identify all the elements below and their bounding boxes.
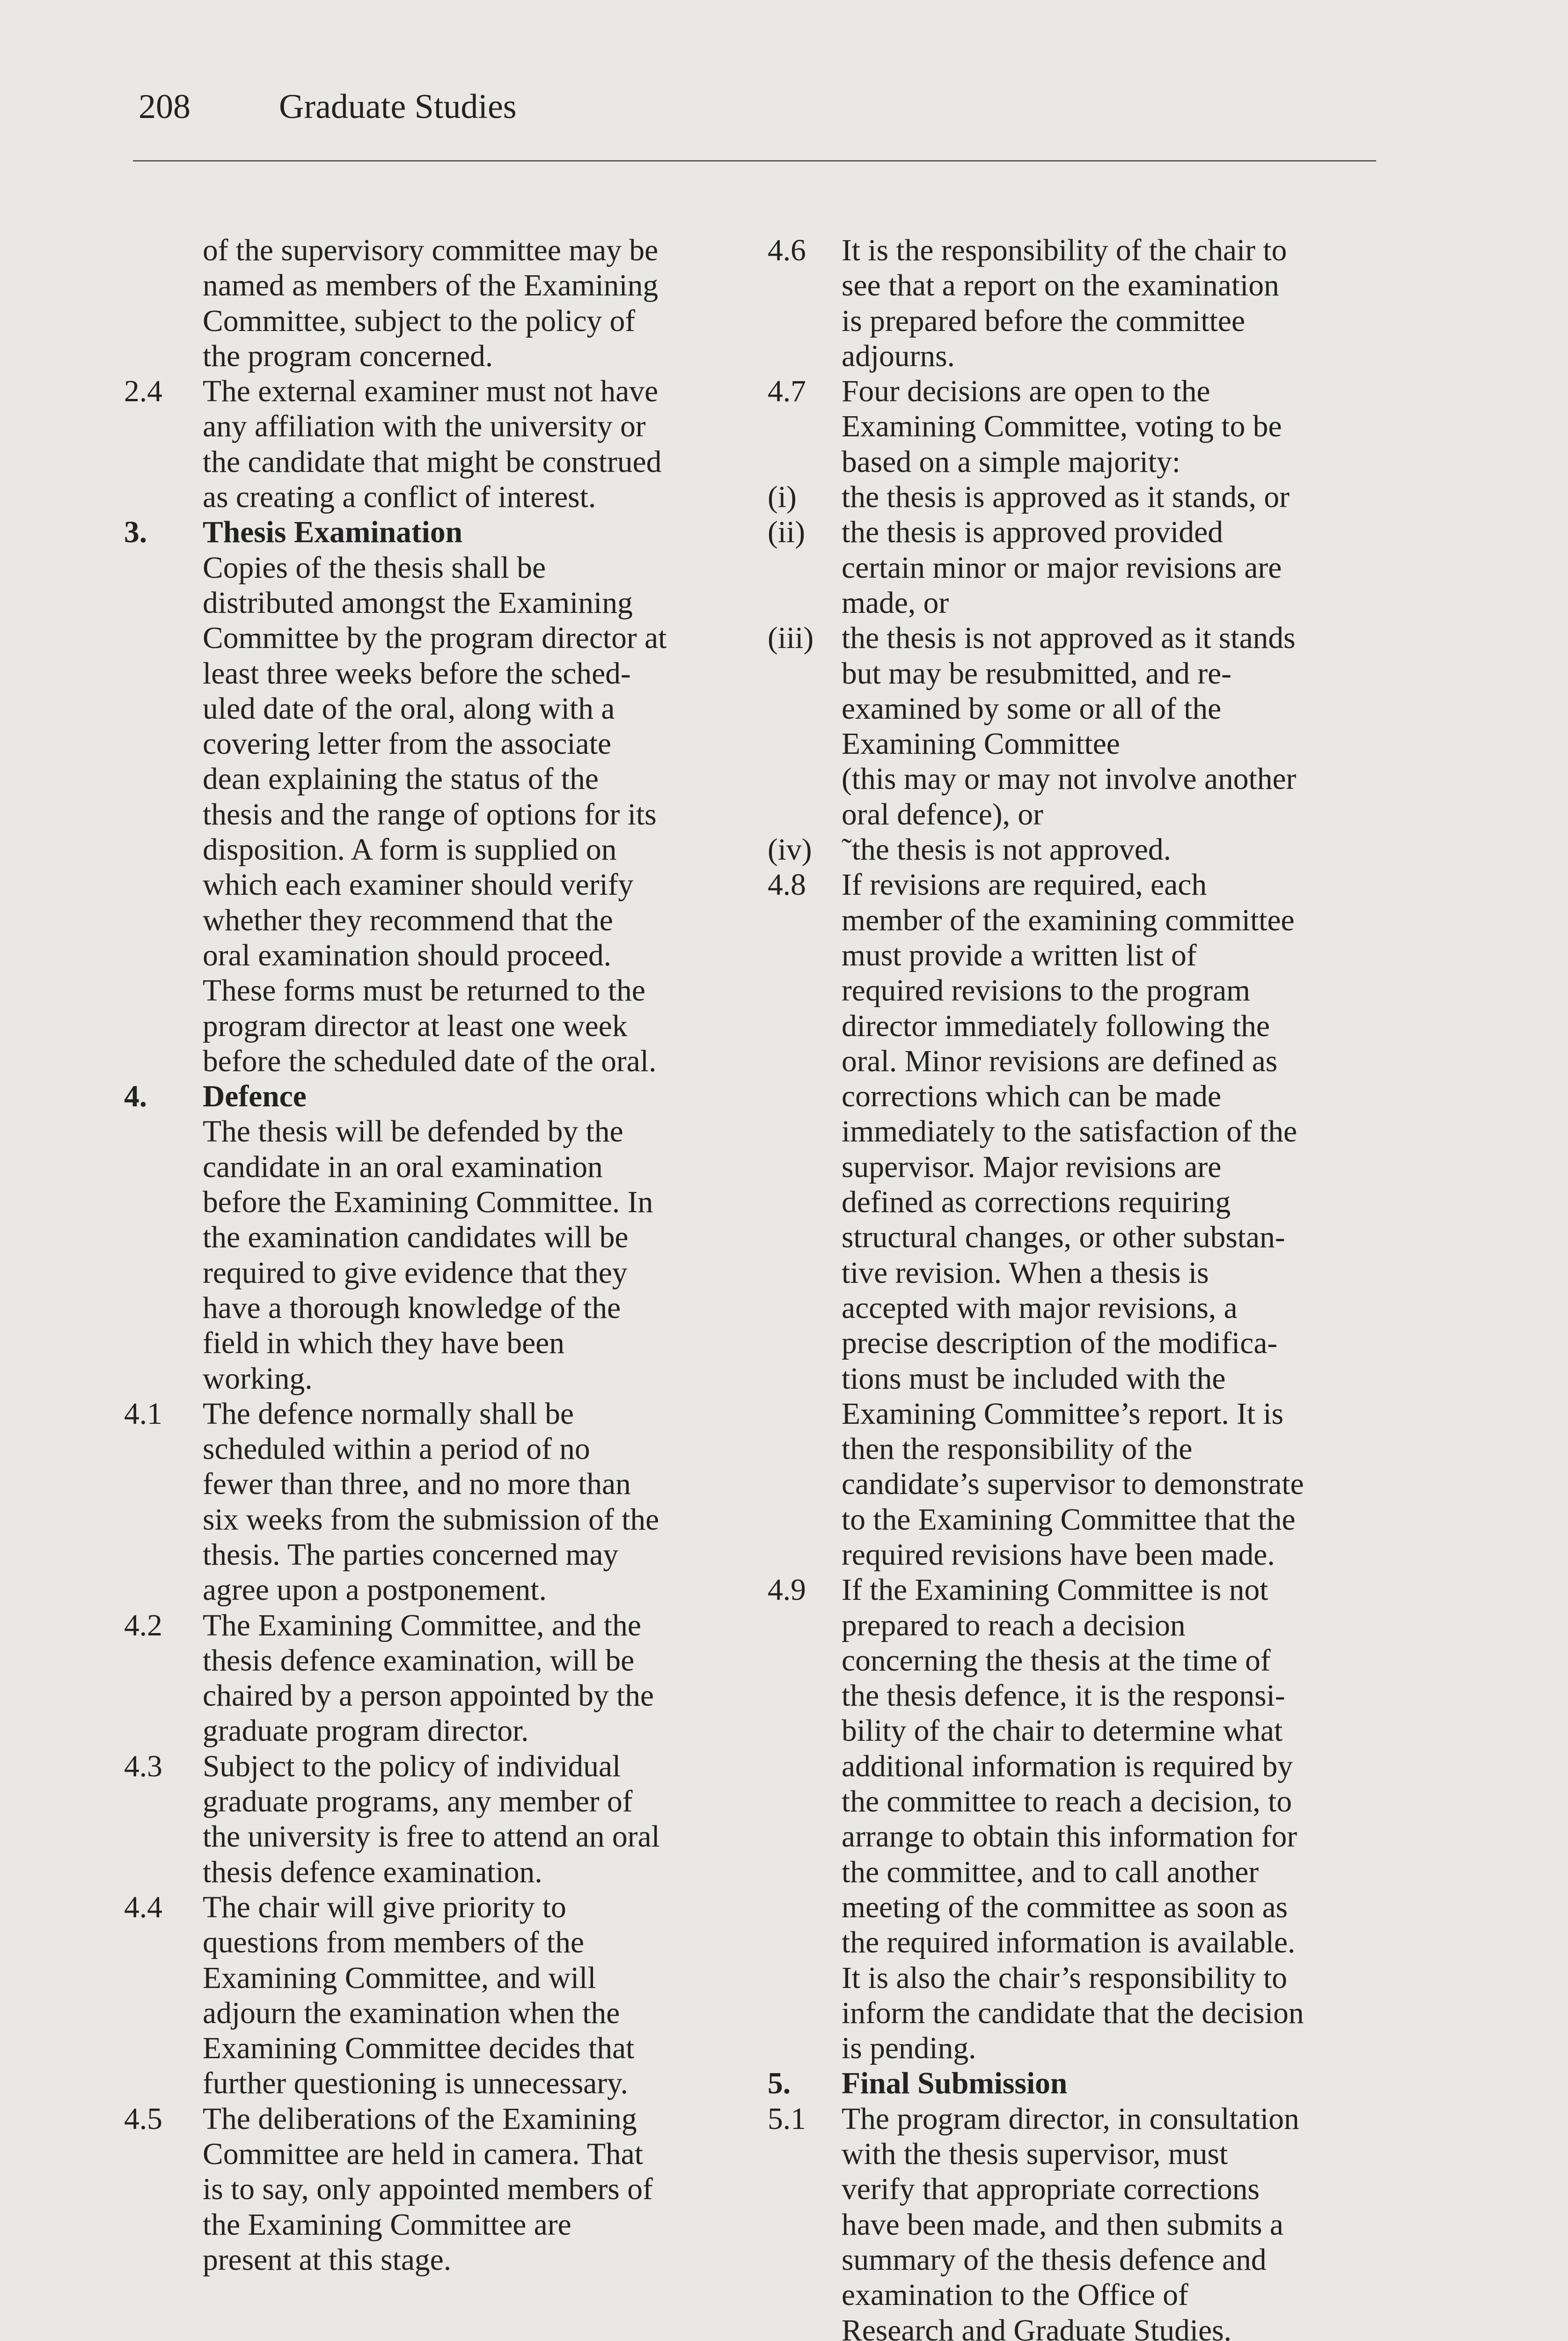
text-line: which each examiner should verify bbox=[203, 868, 634, 902]
section-number: 4.4 bbox=[124, 1890, 162, 1924]
text-line: the committee to reach a decision, to bbox=[842, 1785, 1292, 1819]
text-line: Committee, subject to the policy of bbox=[203, 304, 636, 338]
text-line: adjourns. bbox=[842, 339, 955, 373]
section-item bbox=[768, 2102, 1385, 2341]
text-line: the candidate that might be construed bbox=[203, 445, 662, 479]
text-line: thesis defence examination. bbox=[203, 1855, 542, 1889]
section-heading: Thesis Examination bbox=[203, 515, 463, 550]
text-line: Examining Committee, voting to be bbox=[842, 410, 1282, 444]
text-line: further questioning is unnecessary. bbox=[203, 2067, 628, 2101]
text-line: candidate’s supervisor to demonstrate bbox=[842, 1467, 1304, 1502]
text-line: If revisions are required, each bbox=[842, 868, 1207, 902]
section-item bbox=[768, 480, 1385, 515]
section-body bbox=[842, 621, 1385, 832]
text-line: covering letter from the associate bbox=[203, 727, 611, 761]
section-number: 4.7 bbox=[768, 375, 806, 409]
section-number: 4.8 bbox=[768, 868, 806, 902]
text-line: prepared to reach a decision bbox=[842, 1608, 1186, 1642]
text-line: have a thorough knowledge of the bbox=[203, 1291, 621, 1325]
section-item bbox=[124, 1397, 737, 1608]
text-line: concerning the thesis at the time of bbox=[842, 1643, 1271, 1678]
text-line: Four decisions are open to the bbox=[842, 375, 1210, 409]
text-line: fewer than three, and no more than bbox=[203, 1467, 631, 1502]
running-title: Graduate Studies bbox=[279, 88, 517, 126]
text-line: the required information is available. bbox=[842, 1926, 1296, 1960]
section-body bbox=[842, 515, 1385, 621]
text-line: six weeks from the submission of the bbox=[203, 1502, 659, 1537]
text-line: is pending. bbox=[842, 2032, 976, 2066]
section-number: 3. bbox=[124, 515, 147, 550]
text-line: have been made, and then submits a bbox=[842, 2208, 1283, 2242]
text-line: (this may or may not involve another bbox=[842, 762, 1297, 796]
text-line: the examination candidates will be bbox=[203, 1221, 629, 1255]
text-line: precise description of the modifica- bbox=[842, 1326, 1278, 1361]
text-line: immediately to the satisfaction of the bbox=[842, 1115, 1297, 1149]
text-line: The Examining Committee, and the bbox=[203, 1608, 641, 1642]
text-line: graduate program director. bbox=[203, 1714, 529, 1748]
section-item bbox=[124, 1608, 737, 1749]
text-line: is to say, only appointed members of bbox=[203, 2172, 653, 2207]
text-line: scheduled within a period of no bbox=[203, 1432, 590, 1466]
text-line: Committee by the program director at bbox=[203, 621, 667, 655]
text-line: It is also the chair’s responsibility to bbox=[842, 1961, 1288, 1995]
text-line: thesis and the range of options for its bbox=[203, 797, 657, 832]
section-number: 4. bbox=[124, 1080, 147, 1114]
text-line: supervisor. Major revisions are bbox=[842, 1150, 1222, 1184]
text-line: The thesis will be defended by the bbox=[203, 1115, 623, 1149]
text-line: before the scheduled date of the oral. bbox=[203, 1044, 657, 1078]
section-number: 2.4 bbox=[124, 375, 162, 409]
text-line: structural changes, or other substan- bbox=[842, 1221, 1285, 1255]
section-body bbox=[203, 515, 737, 1079]
section-number: (iv) bbox=[768, 833, 812, 867]
section-item bbox=[768, 233, 1385, 374]
text-line: meeting of the committee as soon as bbox=[842, 1890, 1288, 1924]
text-line: chaired by a person appointed by the bbox=[203, 1679, 654, 1713]
section-number: (iii) bbox=[768, 621, 814, 655]
page-number: 208 bbox=[139, 88, 191, 126]
text-line: member of the examining committee bbox=[842, 903, 1295, 937]
section-item bbox=[768, 868, 1385, 1573]
section-number: (i) bbox=[768, 480, 797, 515]
section-body bbox=[842, 832, 1385, 868]
text-line: dean explaining the status of the bbox=[203, 762, 599, 796]
text-line: disposition. A form is supplied on bbox=[203, 833, 617, 867]
text-line: program director at least one week bbox=[203, 1009, 628, 1043]
section-number: 4.9 bbox=[768, 1573, 806, 1607]
text-line: the thesis is approved provided bbox=[842, 515, 1223, 550]
text-line: required revisions have been made. bbox=[842, 1538, 1275, 1572]
text-line: corrections which can be made bbox=[842, 1080, 1222, 1114]
text-line: the program concerned. bbox=[203, 339, 493, 373]
text-line: is prepared before the committee bbox=[842, 304, 1246, 338]
text-line: tions must be included with the bbox=[842, 1362, 1226, 1396]
section-item bbox=[124, 374, 737, 515]
text-line: defined as corrections requiring bbox=[842, 1185, 1231, 1220]
text-line: based on a simple majority: bbox=[842, 445, 1180, 479]
section-body bbox=[203, 1749, 737, 1890]
section-item bbox=[124, 1079, 737, 1397]
text-line: verify that appropriate corrections bbox=[842, 2172, 1260, 2207]
section-item bbox=[768, 2066, 1385, 2101]
section-number: 5.1 bbox=[768, 2102, 806, 2136]
section-heading: Defence bbox=[203, 1080, 307, 1114]
text-line: The deliberations of the Examining bbox=[203, 2102, 637, 2136]
section-body bbox=[842, 374, 1385, 480]
page-header bbox=[139, 83, 1374, 135]
text-line: with the thesis supervisor, must bbox=[842, 2137, 1228, 2172]
text-line: the university is free to attend an oral bbox=[203, 1820, 660, 1854]
text-line: present at this stage. bbox=[203, 2243, 452, 2277]
text-line: ˜the thesis is not approved. bbox=[842, 833, 1171, 867]
text-line: field in which they have been bbox=[203, 1326, 564, 1361]
text-line: The program director, in consultation bbox=[842, 2102, 1299, 2136]
text-line: director immediately following the bbox=[842, 1009, 1270, 1043]
text-line: to the Examining Committee that the bbox=[842, 1502, 1296, 1537]
section-number: (ii) bbox=[768, 515, 806, 550]
section-item bbox=[768, 621, 1385, 832]
section-body bbox=[842, 1573, 1385, 2066]
text-line: additional information is required by bbox=[842, 1749, 1293, 1783]
section-item bbox=[124, 233, 737, 374]
section-body bbox=[842, 2102, 1385, 2341]
text-line: required to give evidence that they bbox=[203, 1256, 628, 1290]
text-line: as creating a conflict of interest. bbox=[203, 480, 596, 515]
text-line: must provide a written list of bbox=[842, 938, 1197, 972]
text-line: the thesis is approved as it stands, or bbox=[842, 480, 1290, 515]
text-line: any affiliation with the university or bbox=[203, 410, 646, 444]
section-number: 4.3 bbox=[124, 1749, 162, 1783]
text-line: distributed amongst the Examining bbox=[203, 586, 633, 620]
text-line: summary of the thesis defence and bbox=[842, 2243, 1267, 2277]
text-line: The external examiner must not have bbox=[203, 375, 659, 409]
section-body bbox=[842, 233, 1385, 374]
section-item bbox=[124, 515, 737, 1079]
text-line: examination to the Office of bbox=[842, 2278, 1188, 2312]
text-line: the Examining Committee are bbox=[203, 2208, 572, 2242]
text-line: of the supervisory committee may be bbox=[203, 234, 659, 267]
text-line: the committee, and to call another bbox=[842, 1855, 1259, 1889]
section-number: 4.5 bbox=[124, 2102, 162, 2136]
text-line: agree upon a postponement. bbox=[203, 1573, 547, 1607]
section-item bbox=[768, 515, 1385, 621]
text-line: named as members of the Examining bbox=[203, 269, 659, 303]
section-body bbox=[203, 1890, 737, 2102]
text-line: tive revision. When a thesis is bbox=[842, 1256, 1209, 1290]
text-line: inform the candidate that the decision bbox=[842, 1996, 1304, 2030]
text-line: least three weeks before the sched- bbox=[203, 656, 631, 691]
text-line: working. bbox=[203, 1362, 313, 1396]
text-line: Examining Committee bbox=[842, 727, 1120, 761]
section-heading: Final Submission bbox=[842, 2067, 1068, 2101]
text-line: whether they recommend that the bbox=[203, 903, 613, 937]
section-body bbox=[203, 1397, 737, 1608]
section-item bbox=[768, 1573, 1385, 2066]
text-line: oral. Minor revisions are defined as bbox=[842, 1044, 1278, 1078]
text-line: Examining Committee, and will bbox=[203, 1961, 596, 1995]
text-line: If the Examining Committee is not bbox=[842, 1573, 1268, 1607]
section-number: 5. bbox=[768, 2067, 791, 2101]
text-line: oral examination should proceed. bbox=[203, 938, 612, 972]
text-line: accepted with major revisions, a bbox=[842, 1291, 1238, 1325]
section-body bbox=[842, 2066, 1385, 2101]
left-column bbox=[124, 233, 737, 2278]
text-line: Subject to the policy of individual bbox=[203, 1749, 621, 1783]
text-line: The defence normally shall be bbox=[203, 1397, 574, 1431]
text-line: thesis defence examination, will be bbox=[203, 1643, 635, 1678]
text-line: The chair will give priority to bbox=[203, 1890, 566, 1924]
section-body bbox=[203, 233, 737, 374]
text-line: questions from members of the bbox=[203, 1926, 584, 1960]
section-item bbox=[124, 2102, 737, 2278]
text-line: examined by some or all of the bbox=[842, 692, 1222, 726]
section-number: 4.2 bbox=[124, 1608, 162, 1642]
text-line: then the responsibility of the bbox=[842, 1432, 1193, 1466]
text-line: bility of the chair to determine what bbox=[842, 1714, 1283, 1748]
section-number: 4.1 bbox=[124, 1397, 162, 1431]
text-line: adjourn the examination when the bbox=[203, 1996, 620, 2030]
section-item bbox=[768, 832, 1385, 868]
text-line: made, or bbox=[842, 586, 949, 620]
text-line: It is the responsibility of the chair to bbox=[842, 234, 1287, 267]
text-line: graduate programs, any member of bbox=[203, 1785, 633, 1819]
section-item bbox=[124, 1749, 737, 1890]
text-line: oral defence), or bbox=[842, 797, 1043, 832]
section-number: 4.6 bbox=[768, 234, 806, 267]
section-item bbox=[768, 374, 1385, 480]
right-column bbox=[768, 233, 1385, 2341]
text-line: certain minor or major revisions are bbox=[842, 551, 1282, 585]
text-line: These forms must be returned to the bbox=[203, 974, 645, 1008]
text-line: Committee are held in camera. That bbox=[203, 2137, 643, 2172]
text-line: Copies of the thesis shall be bbox=[203, 551, 546, 585]
text-line: Examining Committee’s report. It is bbox=[842, 1397, 1284, 1431]
text-line: before the Examining Committee. In bbox=[203, 1185, 653, 1220]
section-body bbox=[842, 480, 1385, 515]
section-item bbox=[124, 1890, 737, 2102]
section-body bbox=[203, 374, 737, 515]
text-line: Research and Graduate Studies. bbox=[842, 2313, 1232, 2341]
text-line: required revisions to the program bbox=[842, 974, 1251, 1008]
section-body bbox=[203, 2102, 737, 2278]
text-line: candidate in an oral examination bbox=[203, 1150, 603, 1184]
text-line: the thesis is not approved as it stands bbox=[842, 621, 1296, 655]
text-line: arrange to obtain this information for bbox=[842, 1820, 1297, 1854]
header-rule bbox=[133, 160, 1376, 162]
section-body bbox=[203, 1608, 737, 1749]
section-body bbox=[842, 868, 1385, 1573]
section-body bbox=[203, 1079, 737, 1397]
text-line: uled date of the oral, along with a bbox=[203, 692, 615, 726]
text-line: Examining Committee decides that bbox=[203, 2032, 635, 2066]
text-line: but may be resubmitted, and re- bbox=[842, 656, 1232, 691]
text-line: thesis. The parties concerned may bbox=[203, 1538, 619, 1572]
text-line: see that a report on the examination bbox=[842, 269, 1279, 303]
text-line: the thesis defence, it is the responsi- bbox=[842, 1679, 1285, 1713]
